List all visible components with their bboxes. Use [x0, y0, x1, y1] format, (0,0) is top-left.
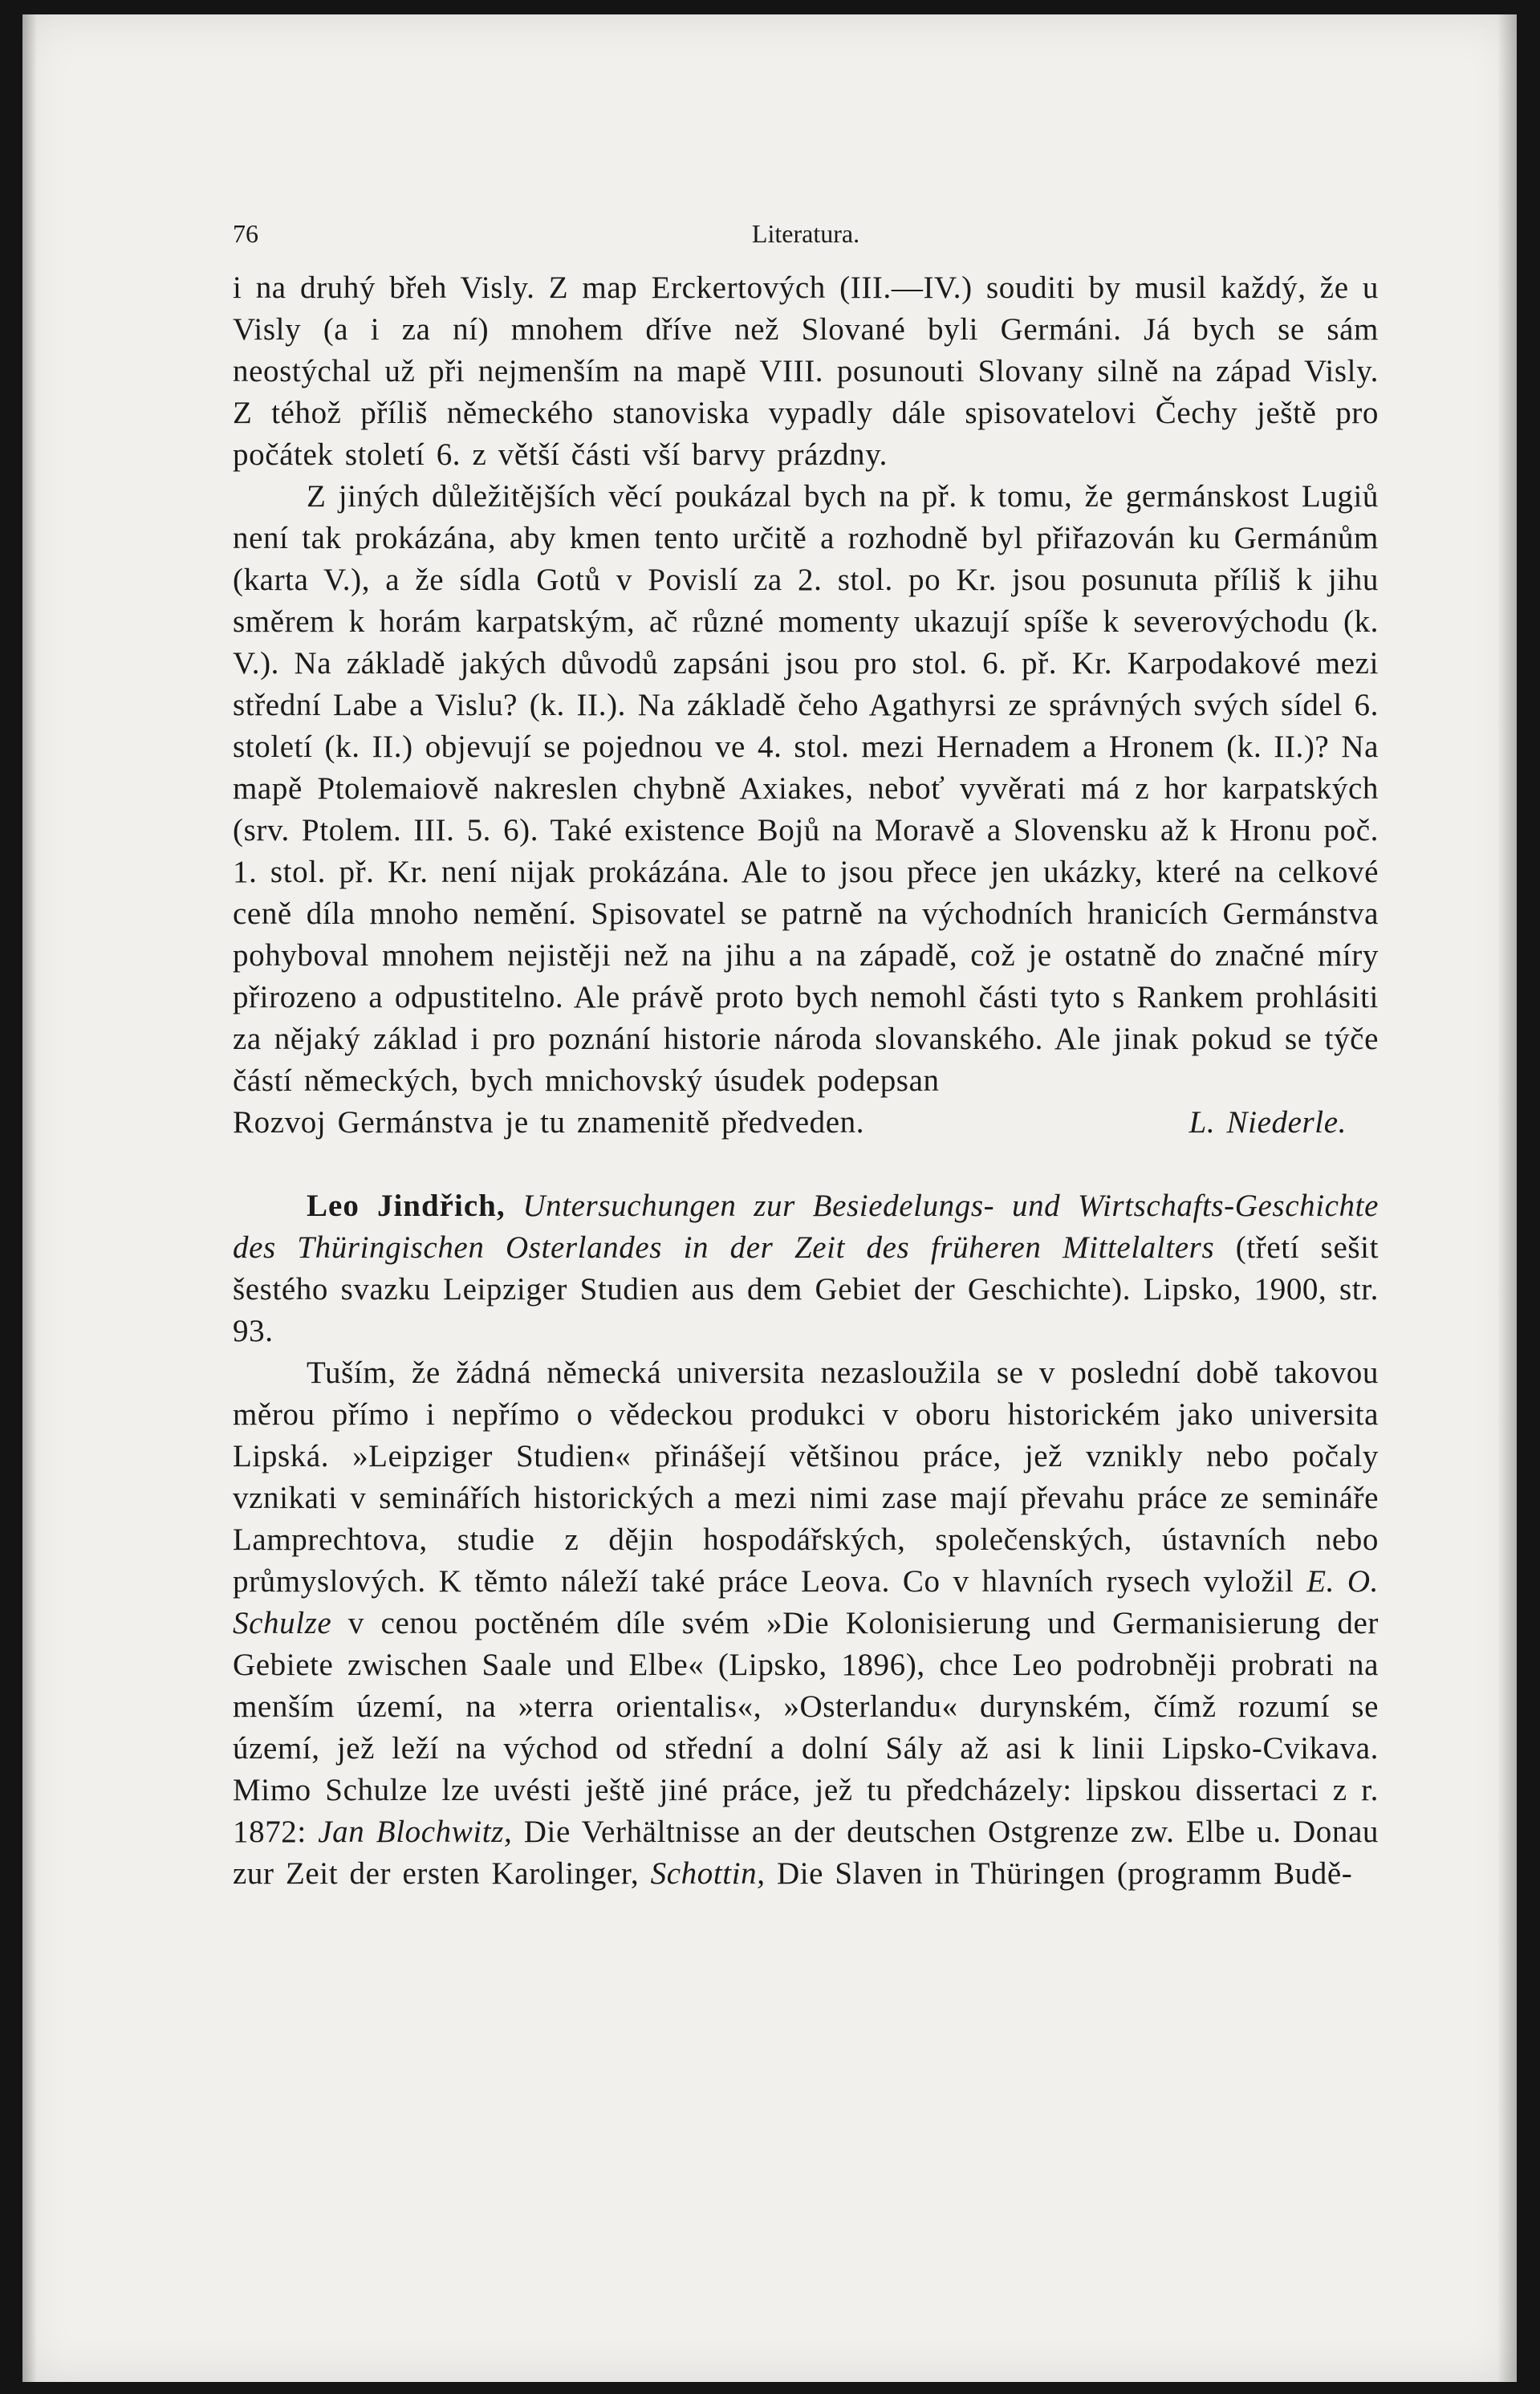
- cited-author-schottin: Schottin,: [650, 1856, 766, 1891]
- page-edge-shadow-left: [22, 14, 37, 2382]
- review-text-part-b: v cenou poctěném díle svém »Die Kolonisierung und Germanisierung der Gebiete zwischen Saale und Elbe« (Lipsko, 1896), chce Leo podrobněji probrati na menším území, na »terra orientalis«, »Osterlandu« durynském, čímž rozumí se území, jež leží na východ od střední a dolní Sály až asi k linii Lipsko-Cvikava. Mimo Schulze lze uvésti ještě jiné práce, jež tu předcházely: lipskou dissertaci z r. 1872:: [233, 1606, 1379, 1849]
- reviewer-signature: L. Niederle.: [1189, 1105, 1347, 1140]
- review-text-part-c: Die Verhältnisse an der deutschen Ostgrenze zw. Elbe u. Donau zur Zeit der ersten Karolinger,: [233, 1815, 1379, 1891]
- review-niederle: [233, 267, 1379, 1144]
- running-header: [233, 219, 1379, 267]
- review-leo: [233, 1185, 1379, 1895]
- closing-sentence: Rozvoj Germánstva je tu znamenitě předveden.: [233, 1105, 865, 1140]
- paragraph-review-body: [233, 1352, 1379, 1895]
- book-title: Untersuchungen zur Besiedelungs- und Wirtschafts-Geschichte des Thüringischen Osterlandes in der Zeit des früheren Mittelalters: [233, 1189, 1379, 1265]
- book-publication-info: (třetí sešit šestého svazku Leipziger Studien aus dem Gebiet der Geschichte). Lipsko, 1900, str. 93.: [233, 1230, 1379, 1348]
- scanned-page: [22, 14, 1517, 2382]
- paragraph-critique: Z jiných důležitějších věcí poukázal bych na př. k tomu, že germánskost Lugiů není tak prokázána, aby kmen tento určitě a rozhodně byl přiřazován ku Germánům (karta V.), a že sídla Gotů v Povislí za 2. stol. po Kr. jsou posunuta příliš k jihu směrem k horám karpatským, ač různé momenty ukazují spíše k severovýchodu (k. V.). Na základě jakých důvodů zapsáni jsou pro stol. 6. př. Kr. Karpodakové mezi střední Labe a Vislu? (k. II.). Na základě čeho Agathyrsi ze správných svých sídel 6. století (k. II.) objevují se pojednou ve 4. stol. mezi Hernadem a Hronem (k. II.)? Na mapě Ptolemaiově nakreslen chybně Axiakes, neboť vyvěrati má z hor karpatských (srv. Ptolem. III. 5. 6). Také existence Bojů na Moravě a Slovensku až k Hronu poč. 1. stol. př. Kr. není nijak prokázána. Ale to jsou přece jen ukázky, které na celkové ceně díla mnoho nemění. Spisovatel se patrně na východních hranicích Germánstva pohyboval mnohem nejistěji než na jihu a na západě, což je ostatně do značné míry přirozeno a odpustitelno. Ale právě proto bych nemohl části tyto s Rankem prohlásiti za nějaký základ i pro poznání historie národa slovanského. Ale jinak pokud se týče částí německých, bych mnichovský úsudek podepsan: [233, 479, 1379, 1098]
- page-edge-shadow-right: [1497, 14, 1517, 2382]
- cited-author-blochwitz: Jan Blochwitz,: [318, 1815, 513, 1849]
- review-text-part-a: Tuším, že žádná německá universita nezasloužila se v poslední době takovou měrou přímo i nepřímo o vědeckou produkci v oboru historickém jako universita Lipská. »Leipziger Studien« přinášejí většinou práce, jež vznikly nebo počaly vznikati v seminářích historických a mezi nimi zase mají převahu práce ze semináře Lamprechtova, studie z dějin hospodářských, společenských, ústavních nebo průmyslových. K těmto náleží také práce Leova. Co v hlavních rysech vyložil: [233, 1356, 1379, 1599]
- page-number: 76: [233, 219, 258, 248]
- bibliographic-entry: [233, 1185, 1379, 1352]
- paragraph-continuation: i na druhý břeh Visly. Z map Erckertových (III.—IV.) souditi by musil každý, že u Visly (a i za ní) mnohem dříve než Slované byli Germáni. Já bych se sám neostýchal už při nejmenším na mapě VIII. posunouti Slovany silně na západ Visly. Z téhož příliš německého stanoviska vypadly dále spisovatelovi Čechy ještě pro počátek století 6. z větší části vší barvy prázdny.: [233, 270, 1379, 472]
- review-text-part-d: Die Slaven in Thüringen (programm Budě-: [776, 1856, 1353, 1891]
- cited-author-schulze: E. O. Schulze: [233, 1564, 1379, 1640]
- text-block: [233, 219, 1379, 1895]
- paragraph-closing: [233, 1102, 1379, 1144]
- book-author: Leo Jindřich,: [307, 1189, 506, 1223]
- running-title: Literatura.: [751, 219, 860, 248]
